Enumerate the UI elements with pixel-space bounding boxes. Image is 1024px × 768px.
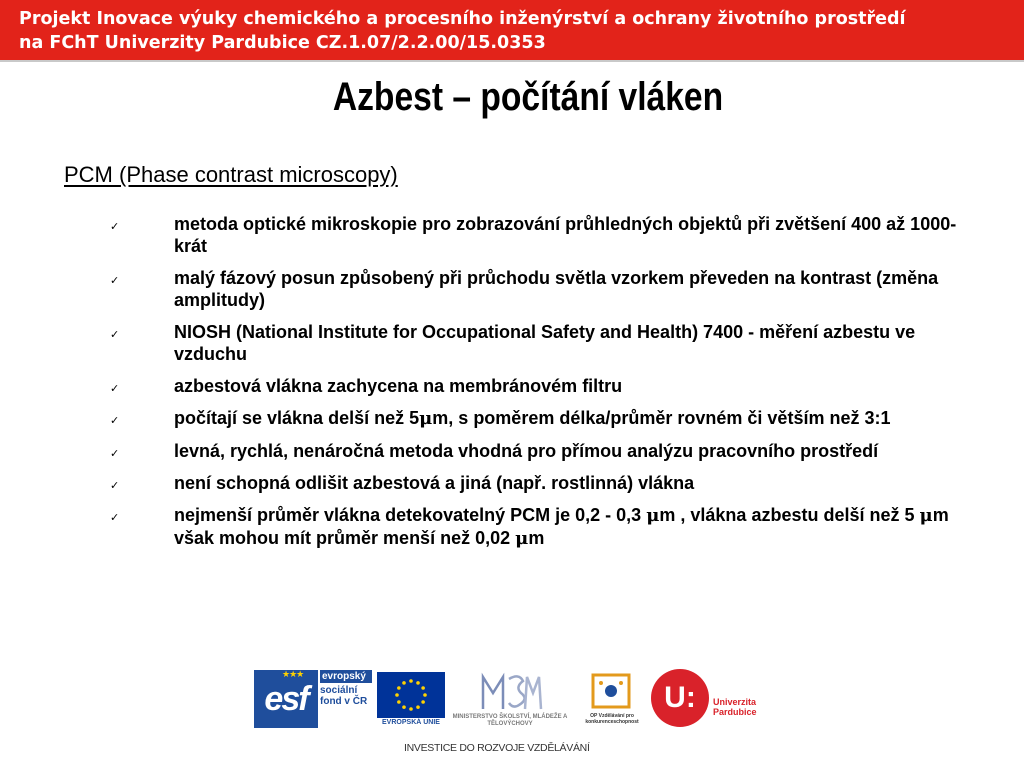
esf-caption bbox=[320, 670, 372, 728]
eu-star-icon bbox=[416, 681, 420, 685]
micro-symbol: μ bbox=[515, 528, 529, 549]
eu-star-icon bbox=[409, 679, 413, 683]
bullet-text-part: počítají se vlákna delší než 5 bbox=[174, 408, 420, 428]
micro-symbol: μ bbox=[419, 408, 433, 429]
upa-caption-line: Univerzita bbox=[713, 697, 757, 707]
op-label: OP Vzdělávání pro konkurenceschopnost bbox=[585, 713, 639, 725]
micro-symbol: μ bbox=[646, 505, 660, 526]
check-bullet-icon: ✓ bbox=[110, 383, 120, 395]
check-bullet-icon: ✓ bbox=[110, 221, 120, 233]
upa-caption-line: Pardubice bbox=[713, 707, 757, 717]
eu-stars-icon: ★★★ bbox=[282, 669, 304, 679]
check-bullet-icon: ✓ bbox=[110, 512, 120, 524]
eu-star-icon bbox=[402, 705, 406, 709]
project-banner bbox=[0, 0, 1024, 60]
micro-symbol: μ bbox=[919, 505, 933, 526]
bullet-item bbox=[110, 504, 970, 550]
bullet-text: levná, rychlá, nenáročná metoda vhodná pro přímou analýzu pracovního prostředí bbox=[174, 441, 879, 461]
eu-star-icon bbox=[397, 686, 401, 690]
check-bullet-icon: ✓ bbox=[110, 415, 120, 427]
bullet-text: azbestová vlákna zachycena na membránovém filtru bbox=[174, 376, 623, 396]
slide-subheading: PCM (Phase contrast microscopy) bbox=[64, 162, 398, 187]
upa-mark: U: bbox=[664, 681, 696, 714]
esf-caption-line: sociální bbox=[320, 685, 358, 696]
eu-star-icon bbox=[421, 686, 425, 690]
eu-star-icon bbox=[395, 693, 399, 697]
funding-logos bbox=[254, 667, 764, 767]
bullet-item bbox=[110, 407, 970, 430]
bullet-text-part: nejmenší průměr vlákna detekovatelný PCM je 0,2 - 0,3 bbox=[174, 505, 647, 525]
bullet-item bbox=[110, 440, 970, 462]
banner-line-1: Projekt Inovace výuky chemického a procesního inženýrství a ochrany životního prostředí bbox=[19, 9, 906, 29]
check-bullet-icon: ✓ bbox=[110, 275, 120, 287]
check-bullet-icon: ✓ bbox=[110, 329, 120, 341]
eu-flag-icon bbox=[377, 672, 445, 718]
eu-star-icon bbox=[397, 700, 401, 704]
investment-slogan: INVESTICE DO ROZVOJE VZDĚLÁVÁNÍ bbox=[404, 742, 590, 754]
bullet-item bbox=[110, 472, 970, 494]
bullet-text bbox=[174, 505, 949, 548]
esf-caption-line: evropský bbox=[320, 670, 372, 683]
esf-caption-line: fond v ČR bbox=[320, 696, 368, 707]
university-pardubice-logo bbox=[651, 669, 709, 727]
eu-label: EVROPSKÁ UNIE bbox=[382, 719, 440, 726]
eu-flag-stars-icon bbox=[377, 672, 445, 718]
eu-star-icon bbox=[416, 705, 420, 709]
eu-star-icon bbox=[421, 700, 425, 704]
bullet-text-part: m však mohou mít průměr menší než 0,02 bbox=[174, 505, 949, 548]
upa-caption bbox=[713, 697, 757, 717]
bullet-text: NIOSH (National Institute for Occupational Safety and Health) 7400 - měření azbestu ve vzduchu bbox=[174, 322, 916, 364]
bullet-text: malý fázový posun způsobený při průchodu světla vzorkem převeden na kontrast (změna amplitudy) bbox=[174, 268, 939, 310]
bullet-text-part: m, s poměrem délka/průměr rovném či větším než 3:1 bbox=[432, 408, 891, 428]
eu-star-icon bbox=[402, 681, 406, 685]
msmt-label: MINISTERSTVO ŠKOLSTVÍ, MLÁDEŽE A TĚLOVÝCHOVY bbox=[452, 714, 568, 727]
bullet-text: metoda optické mikroskopie pro zobrazování průhledných objektů při zvětšení 400 až 1000-krát bbox=[174, 214, 957, 256]
check-bullet-icon: ✓ bbox=[110, 480, 120, 492]
op-education-logo-icon bbox=[587, 671, 635, 711]
msmt-logo-icon bbox=[479, 669, 543, 713]
bullet-text-part: m bbox=[528, 528, 545, 548]
bullet-item bbox=[110, 375, 970, 397]
banner-divider bbox=[0, 60, 1024, 62]
bullet-list bbox=[110, 213, 970, 560]
banner-line-2: na FChT Univerzity Pardubice CZ.1.07/2.2.00/15.0353 bbox=[19, 33, 546, 53]
bullet-item bbox=[110, 213, 970, 257]
bullet-item bbox=[110, 321, 970, 365]
eu-star-icon bbox=[423, 693, 427, 697]
bullet-item bbox=[110, 267, 970, 311]
bullet-text-part: m , vlákna azbestu delší než 5 bbox=[659, 505, 920, 525]
esf-wordmark: esf bbox=[264, 680, 308, 718]
check-bullet-icon: ✓ bbox=[110, 448, 120, 460]
bullet-text bbox=[174, 408, 890, 428]
slide-title: Azbest – počítání vláken bbox=[332, 75, 724, 119]
eu-star-icon bbox=[409, 707, 413, 711]
bullet-text: není schopná odlišit azbestová a jiná (např. rostlinná) vlákna bbox=[174, 473, 695, 493]
